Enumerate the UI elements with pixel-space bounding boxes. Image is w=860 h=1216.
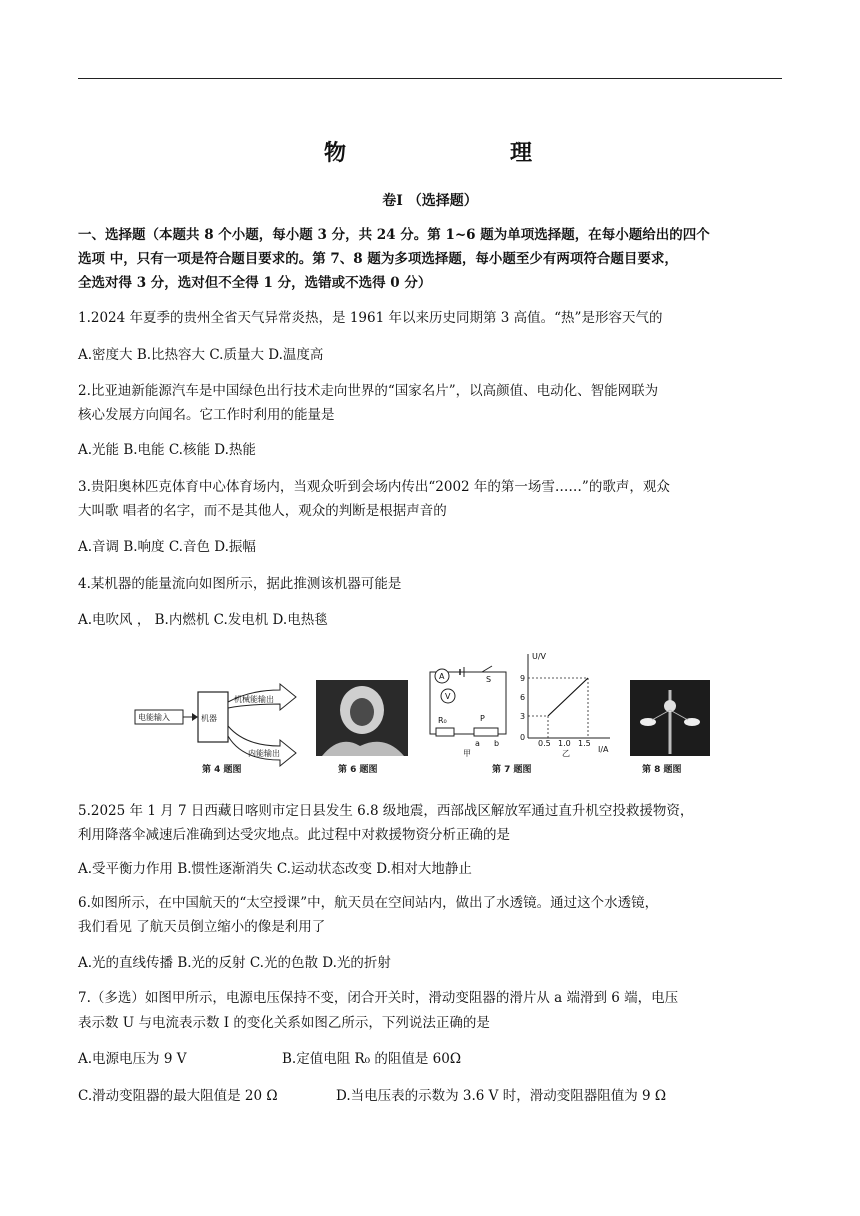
fig7-xlabel: I/A (598, 745, 609, 754)
fig8-caption: 第 8 题图 (642, 765, 682, 775)
figure-6-photo (316, 680, 408, 775)
title-right: 理 (510, 140, 537, 166)
fig7-ylabel: U/V (532, 652, 547, 661)
fig7-ammeter-label: A (439, 672, 445, 681)
fig6-inverted-image (350, 698, 374, 726)
q5-stem-2: 利用降落伞减速后准确到达受灾地点。此过程中对救援物资分析正确的是 (78, 827, 510, 843)
fig4-heat-arrow (228, 726, 296, 766)
fig7-slider-label: P (480, 714, 485, 723)
fig7-xtick-10: 1.0 (558, 739, 571, 748)
fig7-switch-label: S (486, 675, 492, 684)
fig7-xtick-05: 0.5 (538, 739, 551, 748)
fig7-r0 (436, 728, 454, 736)
q6-stem-1: 6.如图所示，在中国航天的“太空授课”中，航天员在空间站内，做出了水透镜。通过这个水透镜， (78, 895, 659, 911)
section-subtitle: 卷Ⅰ （选择题） (382, 193, 478, 209)
fig7-voltmeter-label: V (445, 692, 451, 701)
q1-options: A.密度大 B.比热容大 C.质量大 D.温度高 (78, 347, 324, 363)
q5-options: A.受平衡力作用 B.惯性逐渐消失 C.运动状态改变 D.相对大地静止 (78, 861, 472, 877)
section-instructions-line-2: 选项 中，只有一项是符合题目要求的。第 7、8 题为多项选择题，每小题至少有两项符合题目要求， (78, 251, 678, 267)
q1-stem: 1.2024 年夏季的贵州全省天气异常炎热，是 1961 年以来历史同期第 3 高值。“热”是形容天气的 (78, 310, 663, 326)
top-rule (78, 78, 782, 79)
fig7-end-a: a (475, 739, 480, 748)
q3-stem-2: 大叫歌 唱者的名字，而不是其他人，观众的判断是根据声音的 (78, 503, 447, 519)
fig7-sub-jia: 甲 (463, 749, 471, 758)
fig7-ytick-3: 3 (520, 712, 526, 721)
q7-option-a: A.电源电压为 9 V (78, 1051, 187, 1067)
q7-stem-2: 表示数 U 与电流表示数 I 的变化关系如图乙所示，下列说法正确的是 (78, 1015, 490, 1031)
title-left: 物 (323, 140, 350, 166)
q7-options-row-2 (78, 1083, 784, 1109)
q6-stem-2: 我们看见 了航天员倒立缩小的像是利用了 (78, 919, 326, 935)
q7-option-d: D.当电压表的示数为 3.6 V 时，滑动变阻器阻值为 9 Ω (336, 1088, 667, 1104)
fig4-out1-label: 机械能输出 (234, 695, 274, 704)
figures-row (130, 650, 730, 778)
figure-4-energy-flow (135, 684, 296, 775)
fig7-caption: 第 7 题图 (492, 765, 532, 775)
q4-options: A.电吹风 ， B.内燃机 C.发电机 D.电热毯 (78, 612, 328, 628)
q7-option-c: C.滑动变阻器的最大阻值是 20 Ω (78, 1088, 278, 1104)
fig7-end-b: b (494, 739, 500, 748)
q4-stem: 4.某机器的能量流向如图所示，据此推测该机器可能是 (78, 576, 402, 592)
section-instructions-line-1: 一、选择题（本题共 8 个小题，每小题 3 分，共 24 分。第 1~6 题为单项选择题，在每小题给出的四个 (78, 227, 710, 243)
fig4-caption: 第 4 题图 (202, 765, 242, 775)
fig7-ytick-6: 6 (520, 693, 526, 702)
fig4-input-label: 电能输入 (138, 713, 170, 722)
q3-stem-1: 3.贵阳奥林匹克体育中心体育场内，当观众听到会场内传出“2002 年的第一场雪……”的歌声，观众 (78, 479, 670, 495)
page-title (0, 136, 860, 167)
fig7-xtick-15: 1.5 (578, 739, 591, 748)
fig4-out2-label: 内能输出 (248, 749, 280, 758)
fig4-machine-label: 机器 (201, 714, 217, 723)
fig6-caption: 第 6 题图 (338, 765, 378, 775)
q2-stem-1: 2.比亚迪新能源汽车是中国绿色出行技术走向世界的“国家名片”，以高颜值、电动化、智能网联为 (78, 383, 659, 399)
q2-stem-2: 核心发展方向闻名。它工作时利用的能量是 (78, 407, 335, 423)
fig7-r0-label: R₀ (438, 716, 447, 725)
q3-options: A.音调 B.响度 C.音色 D.振幅 (78, 539, 256, 555)
q7-stem-1: 7.（多选）如图甲所示，电源电压保持不变，闭合开关时，滑动变阻器的滑片从 a 端滑到 6 端，电压 (78, 990, 679, 1006)
q6-options: A.光的直线传播 B.光的反射 C.光的色散 D.光的折射 (78, 955, 391, 971)
section-instructions-line-3: 全选对得 3 分，选对但不全得 1 分，选错或不选得 0 分） (78, 275, 432, 291)
figure-8-photo (630, 680, 710, 775)
figure-7-graph (492, 652, 610, 775)
fig7-ytick-0: 0 (520, 733, 526, 742)
fig7-switch (482, 666, 492, 672)
q5-stem-1: 5.2025 年 1 月 7 日西藏日喀则市定日县发生 6.8 级地震，西部战区解放军通过直升机空投救援物资， (78, 803, 694, 819)
figure-7-circuit (430, 666, 506, 758)
fig7-u-i-line (548, 678, 588, 716)
fig7-sub-yi: 乙 (562, 749, 570, 758)
fig7-rheostat (474, 728, 498, 736)
q7-option-b: B.定值电阻 R₀ 的阻值是 60Ω (282, 1051, 462, 1067)
q7-options-row-1 (78, 1046, 784, 1072)
q2-options: A.光能 B.电能 C.核能 D.热能 (78, 442, 256, 458)
fig7-ytick-9: 9 (520, 674, 526, 683)
